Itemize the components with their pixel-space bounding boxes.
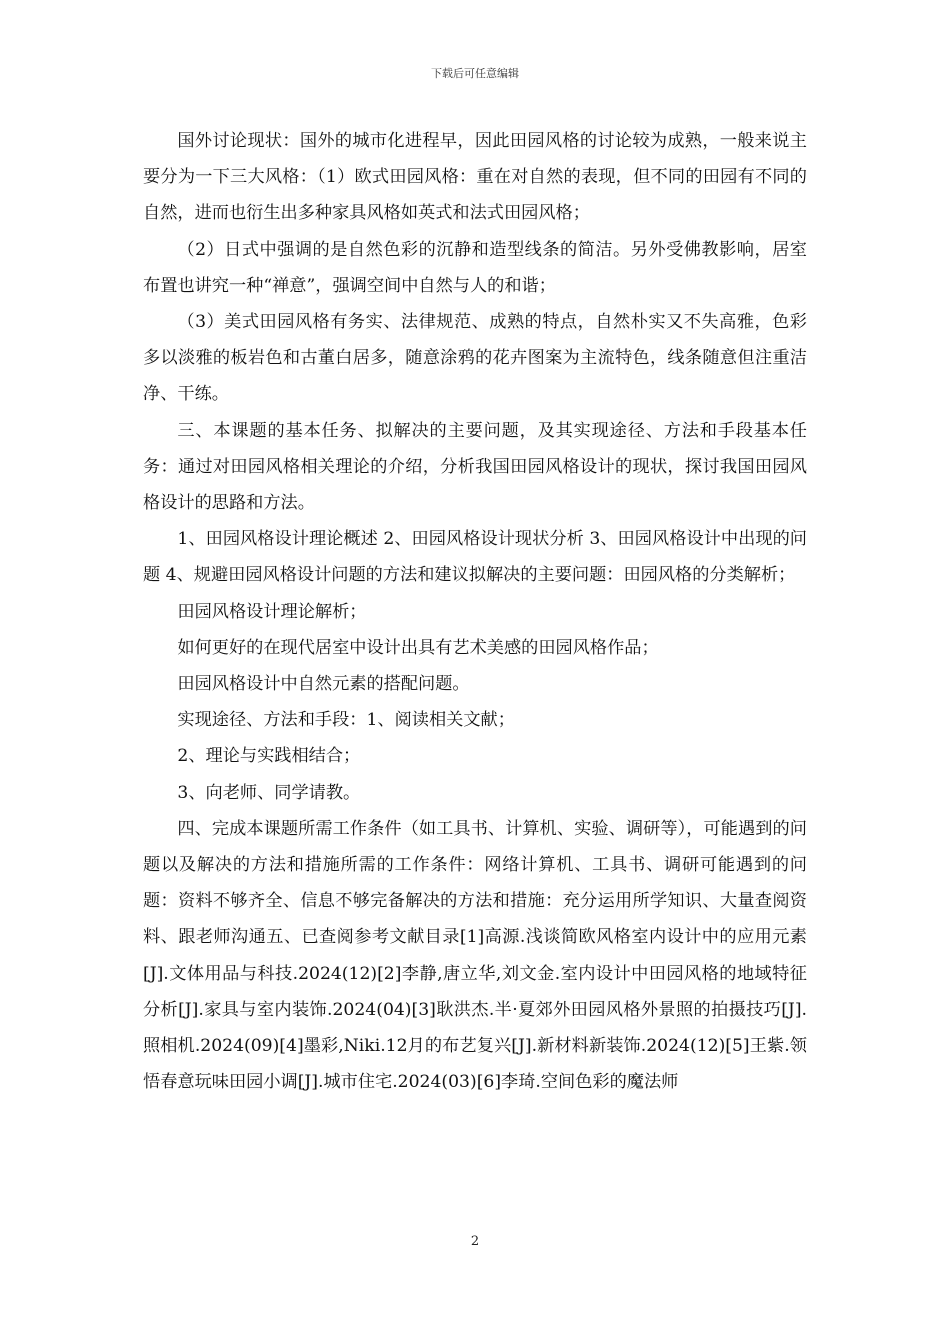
paragraph-problem-2: 如何更好的在现代居室中设计出具有艺术美感的田园风格作品；	[177, 637, 659, 658]
paragraph-conditions-references: 四、完成本课题所需工作条件（如工具书、计算机、实验、调研等），可能遇到的问题以及解决的方法和措施所需的工作条件：网络计算机、工具书、调研可能遇到的问题：资料不够齐全、信息不够完备解决的方法和措施：充分运用所学知识、大量查阅资料、跟老师沟通五、已查阅参考文献目录[1]高源.浅谈简欧风格室内设计中的应用元素[J].文体用品与科技.2024(12)[2]李静,唐立华,刘文金.室内设计中田园风格的地域特征分析[J].家具与室内装饰.2024(04)[3]耿洪杰.半·夏郊外田园风格外景照的拍摄技巧[J].照相机.2024(09)[4]墨彩,Niki.12月的布艺复兴[J].新材料新装饰.2024(12)[5]王紫.领悟春意玩味田园小调[J].城市住宅.2024(03)[6]李琦.空间色彩的魔法师	[143, 818, 807, 1093]
page-header: 下载后可任意编辑	[431, 67, 519, 80]
paragraph-outline: 1、田园风格设计理论概述 2、田园风格设计现状分析 3、田园风格设计中出现的问题 4、规避田园风格设计问题的方法和建议拟解决的主要问题：田园风格的分类解析；	[143, 529, 807, 586]
paragraph-problem-1: 田园风格设计理论解析；	[177, 601, 367, 622]
page-number: 2	[470, 1234, 480, 1249]
paragraph-method-3: 3、向老师、同学请教。	[177, 782, 361, 803]
paragraph-basic-tasks: 三、本课题的基本任务、拟解决的主要问题，及其实现途径、方法和手段基本任务：通过对田园风格相关理论的介绍，分析我国田园风格设计的现状，探讨我国田园风格设计的思路和方法。	[143, 420, 807, 514]
paragraph-methods: 实现途径、方法和手段：1、阅读相关文献；	[177, 710, 515, 731]
paragraph-japanese-style: （2）日式中强调的是自然色彩的沉静和造型线条的简洁。另外受佛教影响，居室布置也讲究一种“禅意”，强调空间中自然与人的和谐；	[143, 239, 807, 296]
paragraph-american-style: （3）美式田园风格有务实、法律规范、成熟的特点，自然朴实又不失高雅，色彩多以淡雅的板岩色和古董白居多，随意涂鸦的花卉图案为主流特色，线条随意但注重洁净、干练。	[143, 312, 807, 405]
document-body	[143, 123, 807, 1100]
paragraph-foreign-research: 国外讨论现状：国外的城市化进程早，因此田园风格的讨论较为成熟，一般来说主要分为一下三大风格：（1）欧式田园风格：重在对自然的表现，但不同的田园有不同的自然，进而也衍生出多种家具风格如英式和法式田园风格；	[143, 131, 807, 224]
paragraph-method-2: 2、理论与实践相结合；	[177, 746, 361, 767]
paragraph-problem-3: 田园风格设计中自然元素的搭配问题。	[177, 674, 470, 695]
